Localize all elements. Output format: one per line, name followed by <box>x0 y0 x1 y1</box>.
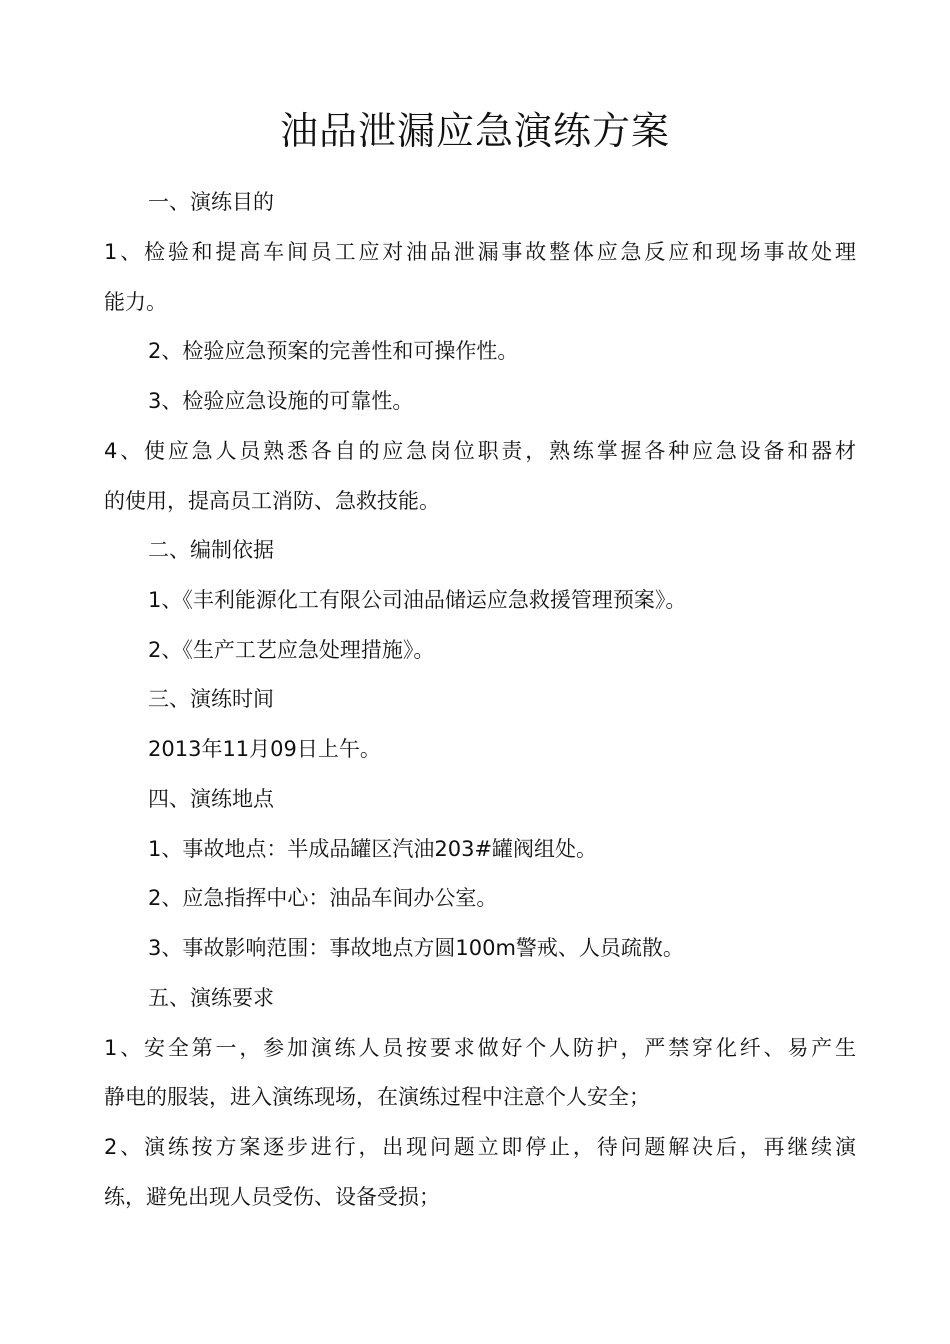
paragraph-line: 1、安全第一，参加演练人员按要求做好个人防护，严禁穿化纤、易产生 <box>104 1036 856 1060</box>
document-title: 油品泄漏应急演练方案 <box>279 109 670 153</box>
paragraph-line: 3、检验应急设施的可靠性。 <box>148 389 414 413</box>
paragraph-line: 练，避免出现人员受伤、设备受损； <box>104 1185 440 1209</box>
paragraph-line: 1、事故地点：半成品罐区汽油203#罐阀组处。 <box>148 837 598 861</box>
paragraph-line: 3、事故影响范围：事故地点方圆100m警戒、人员疏散。 <box>148 936 684 960</box>
section-heading-location: 四、演练地点 <box>148 787 274 811</box>
paragraph-line: 4、使应急人员熟悉各自的应急岗位职责，熟练掌握各种应急设备和器材 <box>104 439 856 463</box>
section-heading-time: 三、演练时间 <box>148 687 274 711</box>
section-heading-requirements: 五、演练要求 <box>148 986 274 1010</box>
paragraph-line: 2013年11月09日上午。 <box>148 737 381 761</box>
paragraph-line: 2、《生产工艺应急处理措施》。 <box>148 638 435 662</box>
paragraph-line: 2、检验应急预案的完善性和可操作性。 <box>148 339 519 363</box>
paragraph-line: 2、演练按方案逐步进行，出现问题立即停止，待问题解决后，再继续演 <box>104 1135 856 1159</box>
paragraph-line: 的使用，提高员工消防、急救技能。 <box>104 489 440 513</box>
section-heading-purpose: 一、演练目的 <box>148 190 274 214</box>
paragraph-line: 2、应急指挥中心：油品车间办公室。 <box>148 886 498 910</box>
paragraph-line: 静电的服装，进入演练现场，在演练过程中注意个人安全； <box>104 1085 650 1109</box>
paragraph-line: 能力。 <box>104 290 167 314</box>
section-heading-basis: 二、编制依据 <box>148 538 274 562</box>
paragraph-line: 1、检验和提高车间员工应对油品泄漏事故整体应急反应和现场事故处理 <box>104 240 856 264</box>
paragraph-line: 1、《丰利能源化工有限公司油品储运应急救援管理预案》。 <box>148 588 687 612</box>
